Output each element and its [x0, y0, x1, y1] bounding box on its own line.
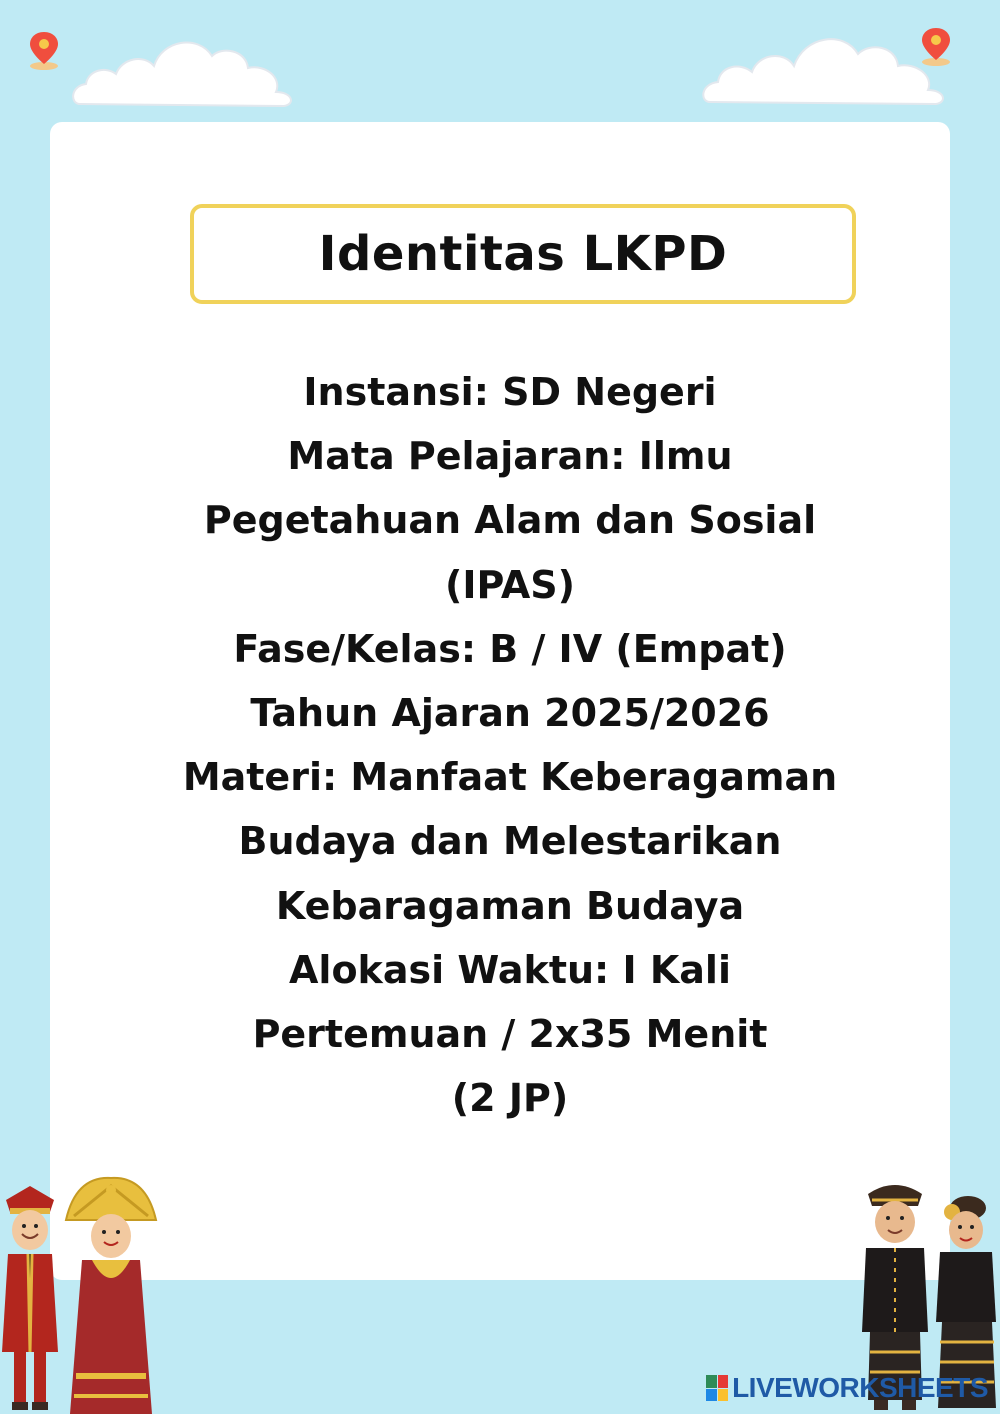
detail-line: Mata Pelajaran: Ilmu [287, 434, 733, 479]
detail-line: Materi: Manfaat Keberagaman [182, 755, 838, 800]
detail-line: Fase/Kelas: B / IV (Empat) [233, 626, 787, 671]
map-pin-icon [24, 28, 64, 72]
detail-line: Tahun Ajaran 2025/2026 [250, 691, 770, 736]
detail-line: (2 JP) [451, 1076, 569, 1121]
watermark-text: LIVEWORKSHEETS [732, 1372, 988, 1403]
detail-line: Instansi: SD Negeri [303, 370, 717, 414]
title-box [190, 204, 856, 304]
detail-line: (IPAS) [444, 562, 575, 607]
detail-line: Budaya dan Melestarikan [238, 819, 782, 864]
detail-line: Alokasi Waktu: I Kali [289, 947, 731, 992]
cloud-icon [700, 20, 950, 110]
identity-details [100, 360, 920, 1130]
liveworksheets-watermark [706, 1372, 988, 1404]
traditional-costume-figure [56, 1176, 166, 1414]
liveworksheets-logo-icon [706, 1375, 728, 1401]
page-title: Identitas LKPD [318, 226, 728, 282]
detail-line: Kebaragaman Budaya [275, 883, 745, 928]
detail-line: Pegetahuan Alam dan Sosial [203, 498, 817, 543]
detail-line: Pertemuan / 2x35 Menit [252, 1012, 768, 1057]
cloud-icon [70, 22, 300, 112]
